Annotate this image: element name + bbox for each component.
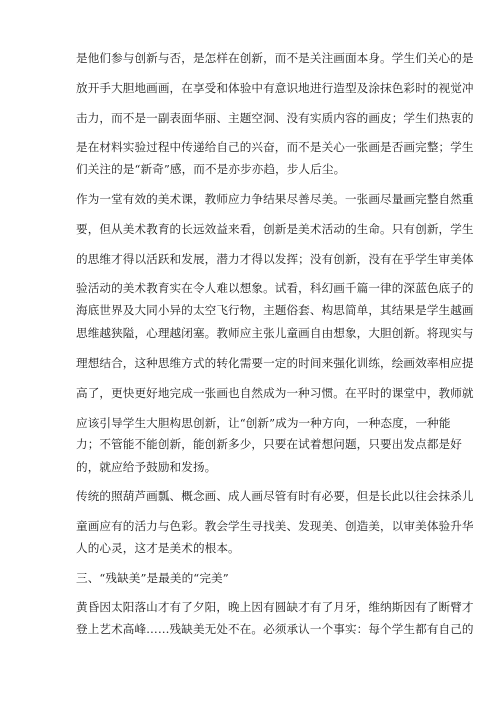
paragraph-line: 海底世界及大同小异的太空飞行物，主题俗套、构思简单，其结果是学生越画 — [76, 303, 474, 317]
paragraph-line: 高了，更快更好地完成一张画也自然成为一种习惯。在平时的课堂中，教师就 — [76, 386, 474, 400]
paragraph-line: 应该引导学生大胆构思创新，让“创新”成为一种方向，一种态度，一种能 — [76, 416, 451, 430]
paragraph-line: 理想结合，这种思维方式的转化需要一定的时间来强化训练，绘画效率相应提 — [76, 356, 474, 370]
paragraph-line: 登上艺术高峰……残缺美无处不在。必须承认一个事实：每个学生都有自己的 — [76, 622, 474, 636]
section-heading: 三、“残缺美”是最美的“完美” — [76, 571, 229, 585]
paragraph-line: 作为一堂有效的美术课，教师应力争结果尽善尽美。一张画尽量画完整自然重 — [76, 192, 474, 206]
paragraph-line: 是他们参与创新与否，是怎样在创新，而不是关注画面本身。学生们关心的是 — [76, 51, 474, 65]
paragraph-line: 童画应有的活力与色彩。教会学生寻找美、发现美、创造美，以审美体验升华 — [76, 519, 474, 533]
paragraph-line: 人的心灵，这才是美术的根本。 — [76, 541, 240, 555]
paragraph-line: 传统的照葫芦画瓢、概念画、成人画尽管有时有必要，但是长此以往会抹杀儿 — [76, 489, 474, 503]
paragraph-line: 的，就应给予鼓励和发扬。 — [76, 460, 217, 474]
paragraph-line: 击力，而不是一副表面华丽、主题空洞、没有实质内容的画皮；学生们热衷的 — [76, 111, 474, 125]
paragraph-line: 的思维才得以活跃和发展，潜力才得以发挥；没有创新，没有在乎学生审美体 — [76, 252, 474, 266]
paragraph-line: 思维越狭隘，心理越闭塞。教师应主张儿童画自由想象，大胆创新。将现实与 — [76, 326, 474, 340]
paragraph-line: 力；不管能不能创新，能创新多少，只要在试着想问题，只要出发点都是好 — [76, 437, 462, 451]
paragraph-line: 们关注的是“新奇”感，而不是亦步亦趋，步人后尘。 — [76, 162, 346, 176]
paragraph-line: 黄昏因太阳落山才有了夕阳，晚上因有圆缺才有了月牙，维纳斯因有了断臂才 — [76, 600, 474, 614]
paragraph-line: 是在材料实验过程中传递给自己的兴奋，而不是关心一张画是否画完整；学生 — [76, 140, 474, 154]
paragraph-line: 放开手大胆地画画，在享受和体验中有意识地进行造型及涂抹色彩时的视觉冲 — [76, 81, 474, 95]
paragraph-line: 要，但从美术教育的长远效益来看，创新是美术活动的生命。只有创新，学生 — [76, 222, 474, 236]
paragraph-line: 验活动的美术教育实在令人难以想象。试看，科幻画千篇一律的深蓝色底子的 — [76, 281, 474, 295]
